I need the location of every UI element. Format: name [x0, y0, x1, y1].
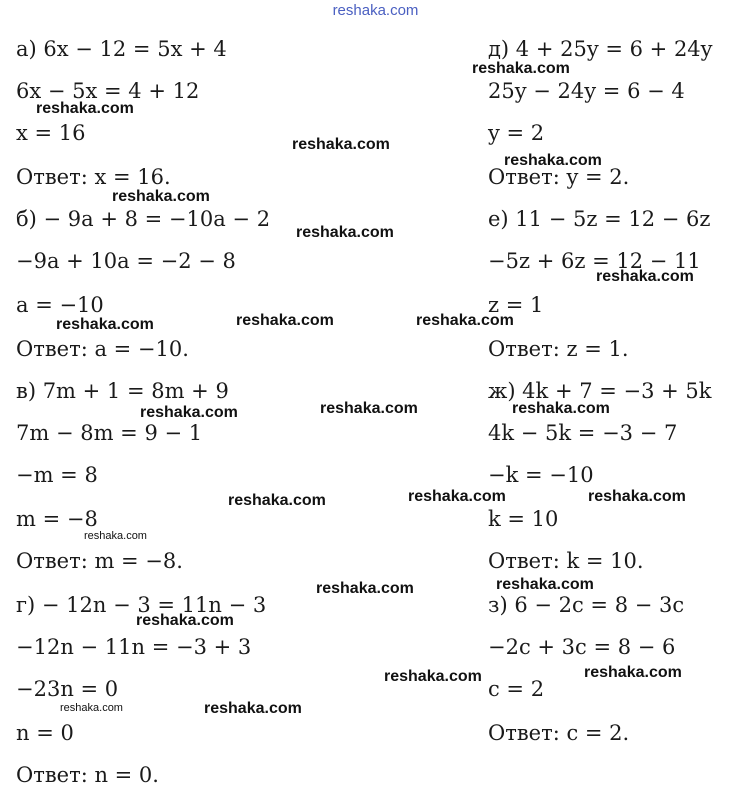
watermark: reshaka.com — [416, 312, 514, 329]
watermark: reshaka.com — [204, 700, 302, 717]
equation-v-answer: Ответ: m = −8. — [16, 549, 183, 573]
equation-g-answer: Ответ: n = 0. — [16, 763, 159, 787]
equation-a-line-2: 6x − 5x = 4 + 12 — [16, 79, 200, 103]
equation-d-line-2: 25y − 24y = 6 − 4 — [488, 79, 685, 103]
equation-b-line-3: a = −10 — [16, 293, 104, 317]
equation-z-line-2: −2c + 3c = 8 − 6 — [488, 635, 676, 659]
watermark: reshaka.com — [320, 400, 418, 417]
watermark: reshaka.com — [140, 404, 238, 421]
watermark: reshaka.com — [496, 576, 594, 593]
watermark: reshaka.com — [36, 100, 134, 117]
watermark: reshaka.com — [236, 312, 334, 329]
equation-e-line-2: −5z + 6z = 12 − 11 — [488, 249, 701, 273]
equation-d-line-3: y = 2 — [488, 121, 545, 145]
equation-b-answer: Ответ: a = −10. — [16, 337, 189, 361]
equation-g-line-3: −23n = 0 — [16, 677, 119, 701]
equation-v-line-1: в) 7m + 1 = 8m + 9 — [16, 379, 229, 403]
watermark: reshaka.com — [316, 580, 414, 597]
watermark: reshaka.com — [408, 488, 506, 505]
watermark: reshaka.com — [504, 152, 602, 169]
equation-e-line-3: z = 1 — [488, 293, 544, 317]
watermark: reshaka.com — [112, 188, 210, 205]
watermark: reshaka.com — [56, 316, 154, 333]
equation-zh-answer: Ответ: k = 10. — [488, 549, 644, 573]
equation-a-answer: Ответ: x = 16. — [16, 165, 171, 189]
equation-zh-line-1: ж) 4k + 7 = −3 + 5k — [488, 379, 712, 403]
equation-d-line-1: д) 4 + 25y = 6 + 24y — [488, 37, 713, 61]
equation-a-line-3: x = 16 — [16, 121, 86, 145]
equation-a-line-1: а) 6x − 12 = 5x + 4 — [16, 37, 227, 61]
watermark: reshaka.com — [384, 668, 482, 685]
equation-z-answer: Ответ: c = 2. — [488, 721, 630, 745]
equation-g-line-1: г) − 12n − 3 = 11n − 3 — [16, 593, 267, 617]
watermark: reshaka.com — [512, 400, 610, 417]
equation-z-line-1: з) 6 − 2c = 8 − 3c — [488, 593, 685, 617]
watermark: reshaka.com — [228, 492, 326, 509]
watermark: reshaka.com — [292, 136, 390, 153]
equation-e-answer: Ответ: z = 1. — [488, 337, 629, 361]
watermark: reshaka.com — [588, 488, 686, 505]
equation-zh-line-4: k = 10 — [488, 507, 559, 531]
equation-z-line-3: c = 2 — [488, 677, 545, 701]
equation-zh-line-2: 4k − 5k = −3 − 7 — [488, 421, 678, 445]
equation-v-line-3: −m = 8 — [16, 463, 98, 487]
equation-g-line-2: −12n − 11n = −3 + 3 — [16, 635, 252, 659]
equation-v-line-4: m = −8 — [16, 507, 98, 531]
watermark-small: reshaka.com — [60, 702, 123, 714]
watermark-small: reshaka.com — [84, 530, 147, 542]
watermark: reshaka.com — [136, 612, 234, 629]
equation-v-line-2: 7m − 8m = 9 − 1 — [16, 421, 203, 445]
equation-e-line-1: е) 11 − 5z = 12 − 6z — [488, 207, 711, 231]
equation-d-answer: Ответ: y = 2. — [488, 165, 630, 189]
watermark: reshaka.com — [596, 268, 694, 285]
watermark: reshaka.com — [584, 664, 682, 681]
equation-b-line-2: −9a + 10a = −2 − 8 — [16, 249, 236, 273]
watermark: reshaka.com — [296, 224, 394, 241]
equation-b-line-1: б) − 9a + 8 = −10a − 2 — [16, 207, 271, 231]
top-watermark: reshaka.com — [332, 2, 419, 19]
equation-zh-line-3: −k = −10 — [488, 463, 594, 487]
watermark: reshaka.com — [472, 60, 570, 77]
equation-g-line-4: n = 0 — [16, 721, 74, 745]
